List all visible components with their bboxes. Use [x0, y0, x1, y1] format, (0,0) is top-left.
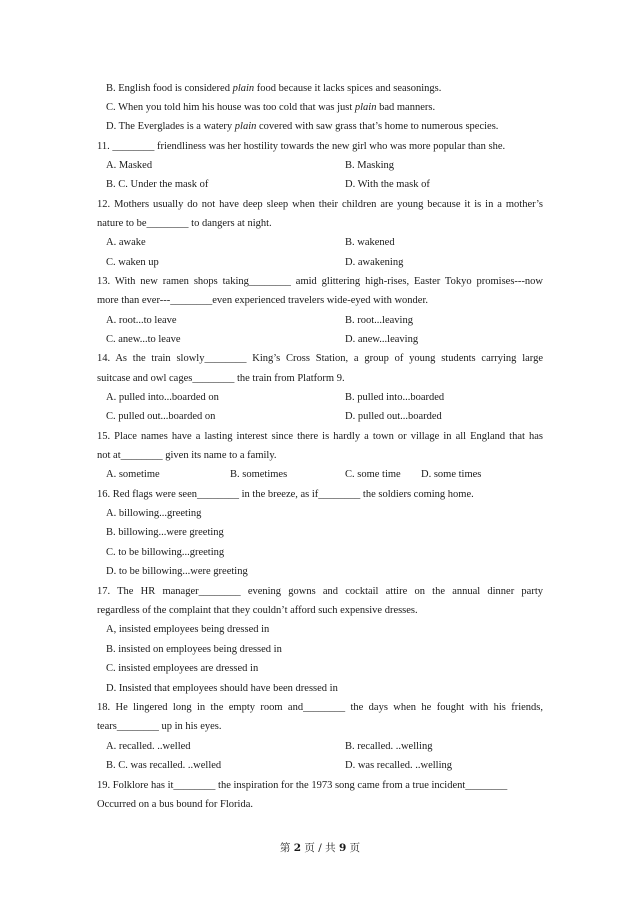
q13-stem-line1: 13. With new ramen shops taking________ amid glittering high-rises, Easter Tokyo promises---now	[97, 276, 543, 287]
q13-option-c: C. anew...to leave	[106, 334, 181, 345]
q14-option-d: D. pulled out...boarded	[345, 411, 442, 422]
q12-option-c: C. waken up	[106, 257, 159, 268]
q17-stem-line2: regardless of the complaint that they couldn’t afford such expensive dresses.	[97, 605, 418, 616]
q19-stem-line2: Occurred on a bus bound for Florida.	[97, 799, 254, 810]
q13-stem-line2: more than ever---________even experienced travelers wide-eyed with wonder.	[97, 295, 428, 306]
q13-option-b: B. root...leaving	[345, 315, 413, 326]
q18-option-b: B. recalled. ..welling	[345, 741, 433, 752]
q15-option-c: C. some time	[345, 469, 401, 480]
q14-option-c: C. pulled out...boarded on	[106, 411, 216, 422]
q14-option-b: B. pulled into...boarded	[345, 392, 445, 403]
q10-option-c: C. When you told him his house was too cold that was just plain bad manners.	[106, 102, 436, 113]
q16-option-a: A. billowing...greeting	[106, 508, 202, 519]
q18-option-d: D. was recalled. ..welling	[345, 760, 453, 771]
q14-stem-line1: 14. As the train slowly________ King’s Cross Station, a group of young students carrying large	[97, 353, 543, 364]
q15-option-d: D. some times	[421, 469, 482, 480]
q15-stem-line1: 15. Place names have a lasting interest since there is hardly a town or village in all England that has	[97, 431, 543, 442]
q18-stem-line1: 18. He lingered long in the empty room and________ the days when he fought with his friends,	[97, 702, 543, 713]
q10-option-b: B. English food is considered plain food because it lacks spices and seasonings.	[106, 83, 442, 94]
q16-option-b: B. billowing...were greeting	[106, 527, 224, 538]
q12-option-d: D. awakening	[345, 257, 404, 268]
q12-option-b: B. wakened	[345, 237, 395, 248]
page-footer: 第 2 页 / 共 9 页	[279, 842, 361, 854]
q14-stem-line2: suitcase and owl cages________ the train from Platform 9.	[97, 373, 345, 384]
q15-option-b: B. sometimes	[230, 469, 288, 480]
total-page-number: 9	[338, 842, 347, 854]
q11-stem: 11. ________ friendliness was her hostility towards the new girl who was more popular than she.	[97, 141, 506, 152]
q12-option-a: A. awake	[106, 237, 146, 248]
q19-stem-line1: 19. Folklore has it________ the inspiration for the 1973 song came from a true incident________	[97, 780, 508, 791]
q15-option-a: A. sometime	[106, 469, 160, 480]
q15-stem-line2: not at________ given its name to a family.	[97, 450, 277, 461]
q16-stem: 16. Red flags were seen________ in the breeze, as if________ the soldiers coming home.	[97, 489, 474, 500]
q13-option-a: A. root...to leave	[106, 315, 177, 326]
q11-option-c: B. C. Under the mask of	[106, 179, 209, 190]
q13-option-d: D. anew...leaving	[345, 334, 419, 345]
q12-stem-line2: nature to be________ to dangers at night.	[97, 218, 272, 229]
q17-stem-line1: 17. The HR manager________ evening gowns and cocktail attire on the annual dinner party	[97, 586, 543, 597]
q18-option-c: B. C. was recalled. ..welled	[106, 760, 222, 771]
q17-option-a: A, insisted employees being dressed in	[106, 624, 270, 635]
q11-option-b: B. Masking	[345, 160, 395, 171]
q17-option-d: D. Insisted that employees should have been dressed in	[106, 683, 338, 694]
q17-option-b: B. insisted on employees being dressed in	[106, 644, 282, 655]
q18-option-a: A. recalled. ..welled	[106, 741, 191, 752]
q14-option-a: A. pulled into...boarded on	[106, 392, 219, 403]
q10-option-d: D. The Everglades is a watery plain covered with saw grass that’s home to numerous species.	[106, 121, 499, 132]
q11-option-a: A. Masked	[106, 160, 153, 171]
q17-option-c: C. insisted employees are dressed in	[106, 663, 259, 674]
q16-option-d: D. to be billowing...were greeting	[106, 566, 248, 577]
q18-stem-line2: tears________ up in his eyes.	[97, 721, 222, 732]
q12-stem-line1: 12. Mothers usually do not have deep sleep when their children are young because it is in a mother’s	[97, 199, 543, 210]
q11-option-d: D. With the mask of	[345, 179, 430, 190]
current-page-number: 2	[293, 842, 302, 854]
q16-option-c: C. to be billowing...greeting	[106, 547, 225, 558]
